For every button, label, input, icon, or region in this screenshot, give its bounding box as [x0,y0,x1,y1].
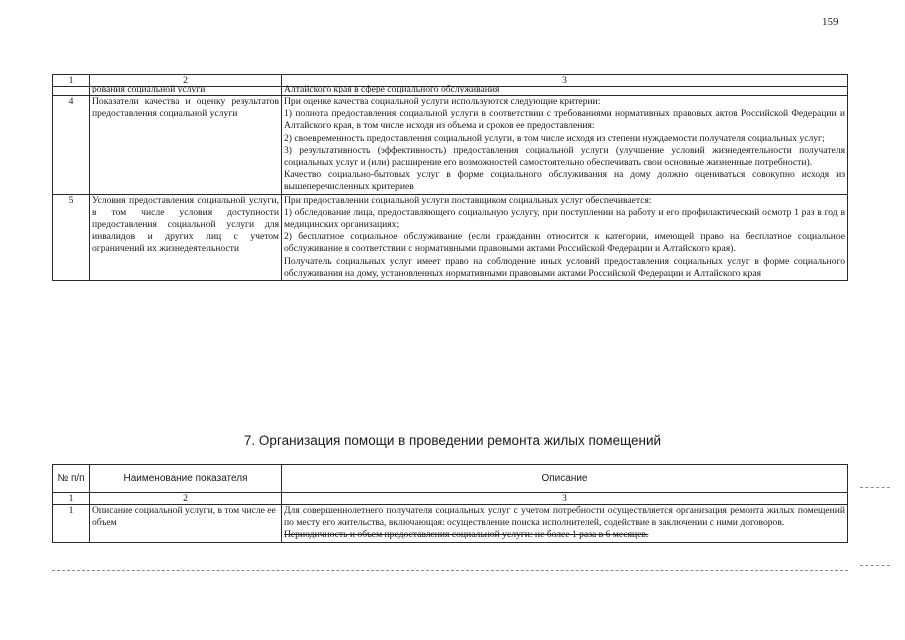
column-number-3: 3 [282,75,848,87]
description-paragraph: Получатель социальных услуг имеет право на соблюдение иных условий предоставления социальных услуг в форме социального обслуживания на дому, установленных нормативными правовыми актами Российской Федерации и Алтайского края [284,255,845,279]
continuation-row [53,87,848,96]
description-paragraph: Периодичность и объем предоставления социальной услуги: не более 1 раза в 6 месяцев. [284,529,649,541]
table-row [53,96,848,195]
description-cell [282,96,848,195]
services-table-continued [52,74,848,281]
repair-assistance-table [52,464,848,543]
description-paragraph: При оценке качества социальной услуги используются следующие критерии: [284,96,601,107]
description-paragraph: Качество социально-бытовых услуг в форме социального обслуживания на дому должно оцениваться совокупно исходя из вышеперечисленных критериев [284,169,845,193]
row-number: 4 [53,96,90,195]
indicator-name: Условия предоставления социальной услуги, в том числе условия доступности предоставления социальной услуги для инвалидов и других лиц с учетом ограничений их жизнедеятельности [90,194,282,280]
continuation-indicator-text: рования социальной услуги [92,84,206,93]
description-paragraph: Для совершеннолетнего получателя социальных услуг с учетом потребности осуществляется организация ремонта жилых помещений по месту его жительства, включающая: осуществление поиска исполнителей, содействие в заключении с ними договоров. [284,505,845,529]
column-header-number: № п/п [53,465,90,493]
row-number: 5 [53,194,90,280]
description-paragraph: 1) обследование лица, предоставляющего социальную услугу, при поступлении на работу и его профилактический осмотр 1 раз в год в медицинских организациях; [284,206,845,231]
scan-artifact-line [52,570,848,571]
description-cell [282,194,848,280]
indicator-name: Показатели качества и оценку результатов предоставления социальной услуги [90,96,282,195]
table-header-row [53,465,848,493]
description-paragraph: 2) своевременность предоставления социальной услуги, в том числе исходя из степени нуждаемости получателя социальных услуг; [284,132,825,144]
page-number: 159 [822,16,839,28]
column-number-2: 2 [90,75,282,87]
column-number-row [53,493,848,505]
continuation-description-text: Алтайского края в сфере социального обслуживания [284,84,500,93]
column-header-indicator: Наименование показателя [90,465,282,493]
description-cell [282,505,848,543]
column-number-2: 2 [90,493,282,505]
description-paragraph: 2) бесплатное социальное обслуживание (если гражданин относится к категории, имеющей право на бесплатное социальное обслуживание в соответствии с нормативными правовыми актами Российской Федерации и Алтайского края). [284,231,845,255]
column-number-3: 3 [282,493,848,505]
indicator-name: Описание социальной услуги, в том числе ее объем [90,505,282,543]
section-heading: 7. Организация помощи в проведении ремонта жилых помещений [243,433,662,448]
table-row [53,505,848,543]
description-paragraph: 1) полнота предоставления социальной услуги в соответствии с требованиями нормативных правовых актов Российской Федерации и Алтайского края, в том числе исходя из объема и сроков ее предоставления: [284,108,845,132]
column-header-description: Описание [282,465,848,493]
column-number-1: 1 [53,493,90,505]
row-number: 1 [53,505,90,543]
description-paragraph: При предоставлении социальной услуги поставщиком социальных услуг обеспечивается: [284,194,652,206]
table-row [53,194,848,280]
column-number-1: 1 [53,75,90,87]
scan-artifact-line [860,487,890,488]
scan-artifact-line [860,565,890,566]
description-paragraph: 3) результативность (эффективность) предоставления социальной услуги (улучшение условий жизнедеятельности получателя социальных услуг и (или) расширение его возможностей самостоятельно обеспечивать свои основные жизненные потребности). [284,144,845,169]
